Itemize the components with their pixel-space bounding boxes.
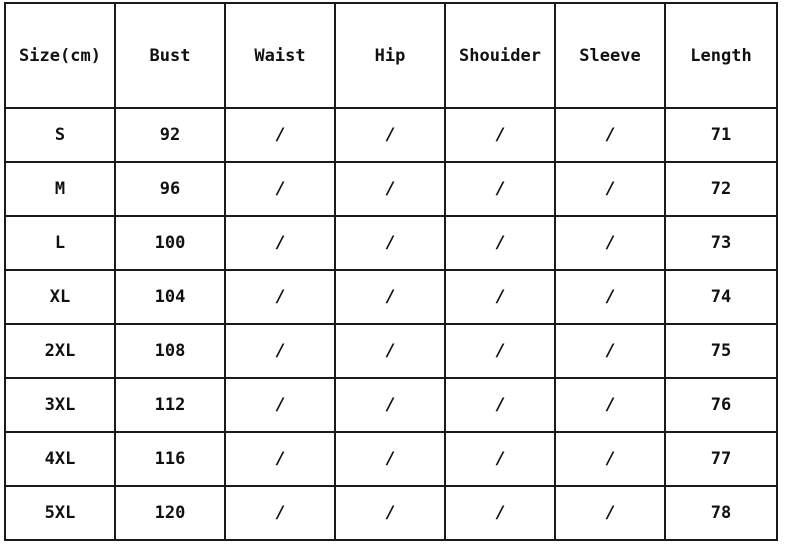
cell-hip: / bbox=[335, 216, 445, 270]
cell-size: 5XL bbox=[5, 486, 115, 540]
cell-size: 2XL bbox=[5, 324, 115, 378]
cell-sleeve: / bbox=[555, 162, 665, 216]
cell-sleeve: / bbox=[555, 486, 665, 540]
cell-waist: / bbox=[225, 216, 335, 270]
cell-shoulder: / bbox=[445, 378, 555, 432]
cell-size: 4XL bbox=[5, 432, 115, 486]
table-header-row bbox=[5, 3, 777, 108]
cell-shoulder: / bbox=[445, 486, 555, 540]
cell-size: 3XL bbox=[5, 378, 115, 432]
cell-waist: / bbox=[225, 108, 335, 162]
cell-hip: / bbox=[335, 162, 445, 216]
header-hip: Hip bbox=[335, 3, 445, 108]
cell-waist: / bbox=[225, 432, 335, 486]
cell-length: 71 bbox=[665, 108, 777, 162]
cell-bust: 112 bbox=[115, 378, 225, 432]
cell-sleeve: / bbox=[555, 108, 665, 162]
header-shoulder: Shouider bbox=[445, 3, 555, 108]
cell-waist: / bbox=[225, 270, 335, 324]
cell-size: XL bbox=[5, 270, 115, 324]
table-row bbox=[5, 378, 777, 432]
cell-bust: 104 bbox=[115, 270, 225, 324]
cell-hip: / bbox=[335, 432, 445, 486]
cell-shoulder: / bbox=[445, 324, 555, 378]
cell-length: 76 bbox=[665, 378, 777, 432]
header-waist: Waist bbox=[225, 3, 335, 108]
cell-length: 77 bbox=[665, 432, 777, 486]
cell-bust: 108 bbox=[115, 324, 225, 378]
cell-bust: 96 bbox=[115, 162, 225, 216]
cell-shoulder: / bbox=[445, 432, 555, 486]
cell-bust: 120 bbox=[115, 486, 225, 540]
cell-waist: / bbox=[225, 378, 335, 432]
cell-length: 78 bbox=[665, 486, 777, 540]
cell-length: 72 bbox=[665, 162, 777, 216]
cell-waist: / bbox=[225, 162, 335, 216]
cell-waist: / bbox=[225, 486, 335, 540]
cell-size: L bbox=[5, 216, 115, 270]
cell-sleeve: / bbox=[555, 216, 665, 270]
cell-waist: / bbox=[225, 324, 335, 378]
cell-size: M bbox=[5, 162, 115, 216]
header-bust: Bust bbox=[115, 3, 225, 108]
cell-hip: / bbox=[335, 324, 445, 378]
table-row bbox=[5, 324, 777, 378]
table-row bbox=[5, 162, 777, 216]
table-row bbox=[5, 486, 777, 540]
cell-shoulder: / bbox=[445, 270, 555, 324]
cell-sleeve: / bbox=[555, 270, 665, 324]
table-row bbox=[5, 270, 777, 324]
cell-hip: / bbox=[335, 108, 445, 162]
cell-bust: 116 bbox=[115, 432, 225, 486]
header-sleeve: Sleeve bbox=[555, 3, 665, 108]
cell-shoulder: / bbox=[445, 162, 555, 216]
size-chart-body bbox=[5, 3, 777, 540]
cell-sleeve: / bbox=[555, 324, 665, 378]
cell-hip: / bbox=[335, 486, 445, 540]
cell-bust: 92 bbox=[115, 108, 225, 162]
header-size: Size(cm) bbox=[5, 3, 115, 108]
cell-length: 73 bbox=[665, 216, 777, 270]
table-row bbox=[5, 108, 777, 162]
table-row bbox=[5, 432, 777, 486]
cell-size: S bbox=[5, 108, 115, 162]
cell-length: 75 bbox=[665, 324, 777, 378]
size-chart-table bbox=[4, 2, 778, 541]
cell-sleeve: / bbox=[555, 432, 665, 486]
cell-shoulder: / bbox=[445, 216, 555, 270]
cell-hip: / bbox=[335, 270, 445, 324]
cell-length: 74 bbox=[665, 270, 777, 324]
cell-hip: / bbox=[335, 378, 445, 432]
cell-shoulder: / bbox=[445, 108, 555, 162]
cell-sleeve: / bbox=[555, 378, 665, 432]
cell-bust: 100 bbox=[115, 216, 225, 270]
header-length: Length bbox=[665, 3, 777, 108]
table-row bbox=[5, 216, 777, 270]
